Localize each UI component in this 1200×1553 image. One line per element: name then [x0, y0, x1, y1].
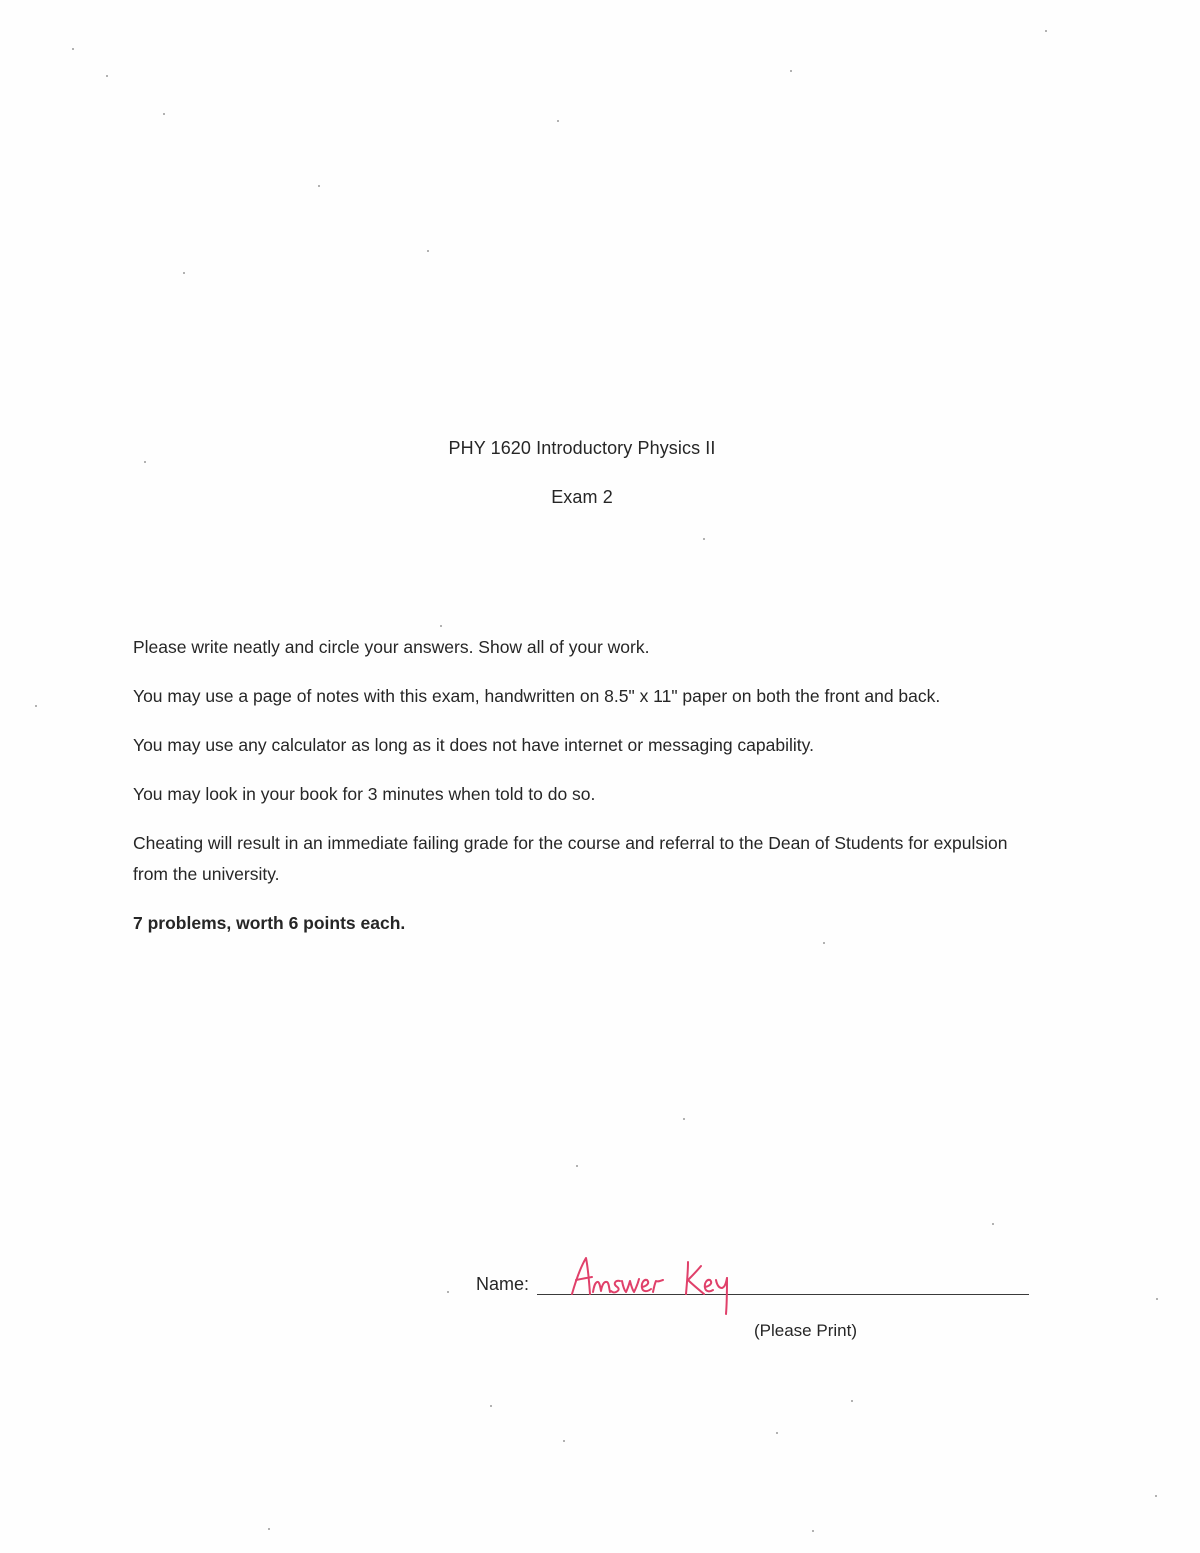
scan-speck — [790, 70, 792, 72]
instruction-book: You may look in your book for 3 minutes when told to do so. — [133, 784, 596, 804]
scan-speck — [1045, 30, 1047, 32]
name-label: Name: — [476, 1274, 530, 1294]
scan-speck — [563, 1440, 565, 1442]
course-title: PHY 1620 Introductory Physics II — [448, 438, 716, 458]
scan-speck — [35, 705, 37, 707]
instruction-neatness: Please write neatly and circle your answers. Show all of your work. — [133, 637, 650, 657]
scan-speck — [427, 250, 429, 252]
instructions — [133, 632, 1033, 957]
exam-title: Exam 2 — [551, 487, 613, 507]
scan-speck — [576, 1165, 578, 1167]
instruction-calculator: You may use any calculator as long as it does not have internet or messaging capability. — [133, 735, 814, 755]
instruction-points: 7 problems, worth 6 points each. — [133, 913, 406, 933]
scan-speck — [183, 272, 185, 274]
print-note: (Please Print) — [754, 1321, 857, 1340]
scan-speck — [268, 1528, 270, 1530]
scan-speck — [1156, 1298, 1158, 1300]
scan-speck — [992, 1223, 994, 1225]
scan-speck — [683, 1118, 685, 1120]
scan-speck — [106, 75, 108, 77]
scan-speck — [72, 48, 74, 50]
handwritten-answer-key — [562, 1250, 752, 1322]
scan-speck — [447, 1291, 449, 1293]
scan-speck — [776, 1432, 778, 1434]
scan-speck — [557, 120, 559, 122]
instruction-notes: You may use a page of notes with this exam, handwritten on 8.5" x 11" paper on both the front and back. — [133, 686, 941, 706]
scan-speck — [823, 942, 825, 944]
scan-speck — [163, 113, 165, 115]
scan-speck — [318, 185, 320, 187]
name-field — [476, 1262, 1036, 1362]
scan-speck — [812, 1530, 814, 1532]
scan-speck — [490, 1405, 492, 1407]
instruction-cheating: Cheating will result in an immediate failing grade for the course and referral to the Dean of Students for expulsion from the university. — [133, 833, 1008, 884]
scan-speck — [440, 625, 442, 627]
scan-speck — [1155, 1495, 1157, 1497]
scan-speck — [851, 1400, 853, 1402]
scan-speck — [144, 461, 146, 463]
scan-speck — [703, 538, 705, 540]
